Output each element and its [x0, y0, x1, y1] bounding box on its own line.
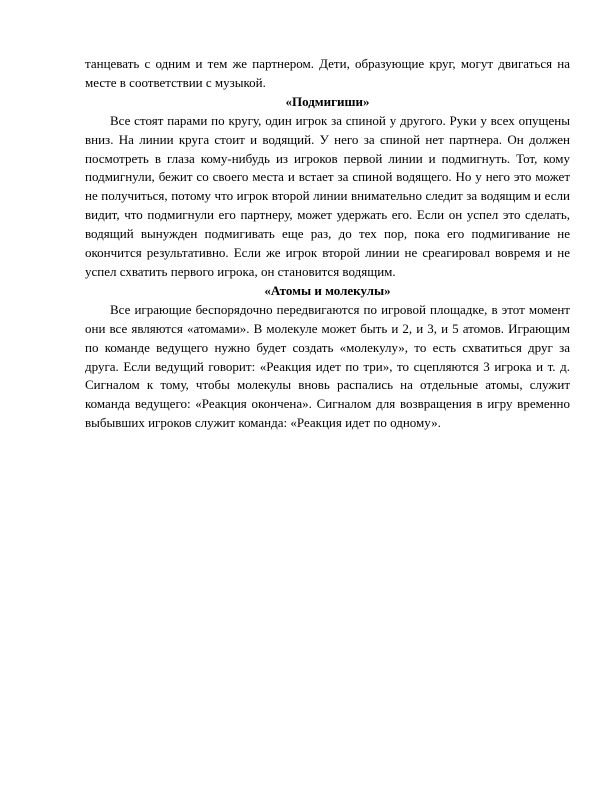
section-title-atoms-molecules: «Атомы и молекулы» — [264, 282, 391, 298]
intro-paragraph: танцевать с одним и тем же партнером. Дети, образующие круг, могут двигаться на месте в соответствии с музыкой. — [85, 56, 570, 90]
document-page — [85, 55, 570, 433]
section-body-podmigishi: Все стоят парами по кругу, один игрок за спиной у другого. Руки у всех опущены вниз. На линии круга стоит и водящий. У него за спиной нет партнера. Он должен посмотреть в глаза кому-нибудь из игроков первой линии и подмигнуть. Тот, кому подмигнули, бежит со своего места и встает за спиной водящего. Но у него это может не получиться, потому что игрок второй линии внимательно следит за водящим и если видит, что подмигнули его партнеру, может удержать его. Если он успел это сделать, водящий вынужден подмигивать еще раз, до тех пор, пока его подмигивание не окончится результативно. Если же игрок второй линии не среагировал вовремя и не успел схватить первого игрока, он становится водящим. — [85, 112, 570, 279]
section-title-podmigishi: «Подмигиши» — [285, 93, 370, 109]
section-body-atoms-molecules: Все играющие беспорядочно передвигаются по игровой площадке, в этот момент они все являются «атомами». В молекуле может быть и 2, и 3, и 5 атомов. Играющим по команде ведущего нужно будет создать «молекулу», то есть схватиться друг за друга. Если ведущий говорит: «Реакция идет по три», то сцепляются 3 игрока и т. д. Сигналом к тому, чтобы молекулы вновь распались на отдельные атомы, служит команда ведущего: «Реакция окончена». Сигналом для возвращения в игру временно выбывших игроков служит команда: «Реакция идет по одному». — [85, 301, 570, 431]
